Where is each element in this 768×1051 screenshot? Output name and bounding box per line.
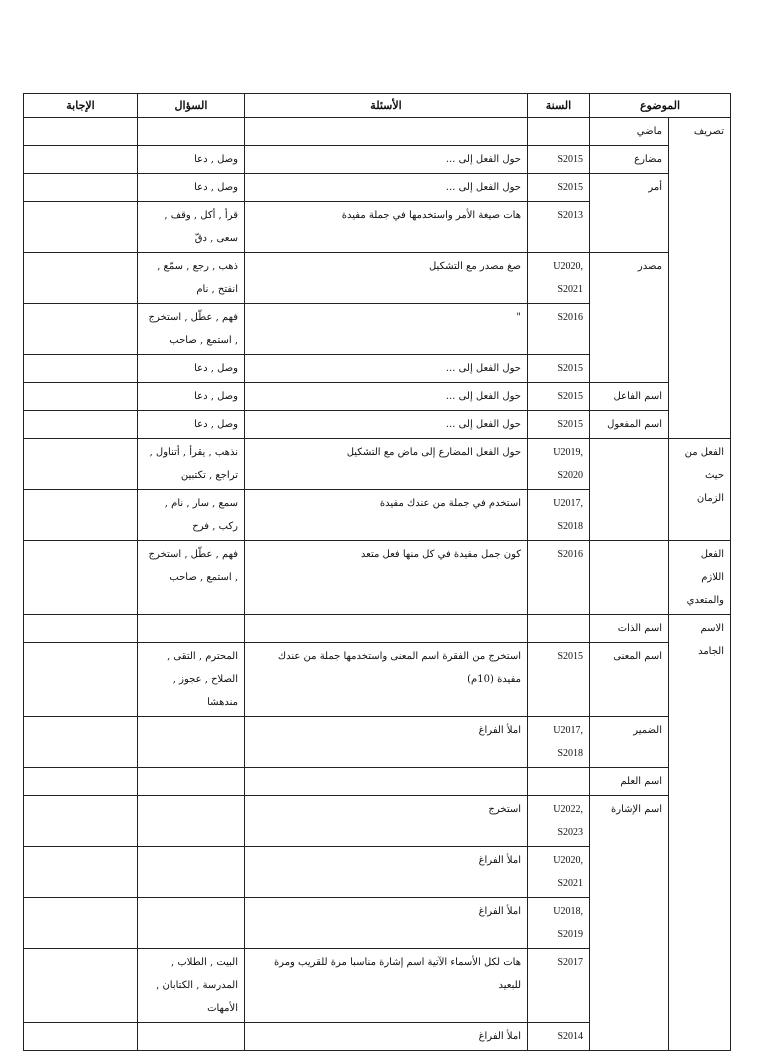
answer-cell [24, 146, 138, 174]
year-cell: S2015 [528, 411, 590, 439]
words-cell [138, 1023, 245, 1051]
year-cell: U2020, S2021 [528, 253, 590, 304]
question-cell: حول الفعل إلى ... [245, 411, 528, 439]
words-cell: فهم , عطّل , استخرج , استمع , صاحب [138, 304, 245, 355]
words-cell: سمع , سار , نام , ركب , فرح [138, 490, 245, 541]
year-cell: S2017 [528, 949, 590, 1023]
words-cell: قرأ , أكل , وقف , سعى , دقّ [138, 202, 245, 253]
year-cell: S2013 [528, 202, 590, 253]
answer-cell [24, 439, 138, 490]
year-cell: S2015 [528, 643, 590, 717]
table-row [24, 717, 731, 768]
question-cell: حول الفعل إلى ... [245, 383, 528, 411]
subtopic-madi: ماضي [590, 118, 669, 146]
answer-cell [24, 253, 138, 304]
words-cell [138, 898, 245, 949]
answer-cell [24, 304, 138, 355]
words-cell [138, 717, 245, 768]
question-cell: املأ الفراغ [245, 898, 528, 949]
year-cell: S2015 [528, 174, 590, 202]
answer-cell [24, 847, 138, 898]
year-cell: S2015 [528, 146, 590, 174]
subtopic-ism-alam: اسم العلم [590, 768, 669, 796]
answer-cell [24, 411, 138, 439]
answer-cell [24, 355, 138, 383]
words-cell [138, 118, 245, 146]
year-cell: U2022, S2023 [528, 796, 590, 847]
words-cell [138, 847, 245, 898]
question-cell: حول الفعل إلى ... [245, 174, 528, 202]
question-cell: استخدم في جملة من عندك مفيدة [245, 490, 528, 541]
table-row [24, 253, 731, 304]
year-cell: S2014 [528, 1023, 590, 1051]
subtopic-amr: أمر [590, 174, 669, 253]
question-cell: هات صيغة الأمر واستخدمها في جملة مفيدة [245, 202, 528, 253]
answer-cell [24, 796, 138, 847]
year-cell: U2019, S2020 [528, 439, 590, 490]
subtopic-damir: الضمير [590, 717, 669, 768]
table-row [24, 768, 731, 796]
answer-cell [24, 383, 138, 411]
table-row [24, 541, 731, 615]
header-topic: الموضوع [590, 94, 731, 118]
answer-cell [24, 202, 138, 253]
year-cell [528, 615, 590, 643]
subtopic-empty [590, 541, 669, 615]
words-cell: وصل , دعا [138, 383, 245, 411]
year-cell: S2016 [528, 304, 590, 355]
subtopic-ism-fail: اسم الفاعل [590, 383, 669, 411]
table-row [24, 146, 731, 174]
question-cell: املأ الفراغ [245, 847, 528, 898]
words-cell: البيت , الطلاب , المدرسة , الكتابان , الأمهات [138, 949, 245, 1023]
table-row [24, 439, 731, 490]
table-row [24, 118, 731, 146]
question-cell: استخرج [245, 796, 528, 847]
subtopic-ism-dhat: اسم الذات [590, 615, 669, 643]
subtopic-empty [590, 439, 669, 541]
year-cell: U2018, S2019 [528, 898, 590, 949]
questions-table [23, 93, 731, 1051]
words-cell: وصل , دعا [138, 174, 245, 202]
words-cell: وصل , دعا [138, 146, 245, 174]
header-year: السنة [528, 94, 590, 118]
topic-fil-lazim: الفعل اللازم والمتعدي [669, 541, 731, 615]
question-cell: حول الفعل إلى ... [245, 355, 528, 383]
words-cell [138, 796, 245, 847]
table-row [24, 411, 731, 439]
year-cell: U2017, S2018 [528, 717, 590, 768]
question-cell [245, 118, 528, 146]
topic-ism-jamid: الاسم الجامد [669, 615, 731, 1051]
words-cell: فهم , عطّل , استخرج , استمع , صاحب [138, 541, 245, 615]
answer-cell [24, 717, 138, 768]
question-cell: املأ الفراغ [245, 717, 528, 768]
question-cell: استخرج من الفقرة اسم المعنى واستخدمها جملة من عندك مفيدة (10م) [245, 643, 528, 717]
subtopic-mudari: مضارع [590, 146, 669, 174]
subtopic-masdar: مصدر [590, 253, 669, 383]
header-answer: الإجابة [24, 94, 138, 118]
question-cell: حول الفعل إلى ... [245, 146, 528, 174]
year-cell: U2017, S2018 [528, 490, 590, 541]
question-cell: صغ مصدر مع التشكيل [245, 253, 528, 304]
question-cell: حول الفعل المضارع إلى ماض مع التشكيل [245, 439, 528, 490]
question-cell: كون جمل مفيدة في كل منها فعل متعد [245, 541, 528, 615]
year-cell [528, 768, 590, 796]
header-row [24, 94, 731, 118]
question-cell: هات لكل الأسماء الآتية اسم إشارة مناسبا مرة للقريب ومرة للبعيد [245, 949, 528, 1023]
words-cell: ذهب , رجع , سمّع , انفتح , نام [138, 253, 245, 304]
year-cell: S2015 [528, 355, 590, 383]
topic-fil-zaman: الفعل من حيث الزمان [669, 439, 731, 541]
words-cell: وصل , دعا [138, 355, 245, 383]
words-cell: وصل , دعا [138, 411, 245, 439]
year-cell: S2015 [528, 383, 590, 411]
words-cell: نذهب , يقرأ , أتناول , تراجع , تكتبين [138, 439, 245, 490]
year-cell: U2020, S2021 [528, 847, 590, 898]
header-questions: الأسئلة [245, 94, 528, 118]
answer-cell [24, 174, 138, 202]
answer-cell [24, 615, 138, 643]
answer-cell [24, 118, 138, 146]
subtopic-ism-maful: اسم المفعول [590, 411, 669, 439]
table-row [24, 643, 731, 717]
table-row [24, 796, 731, 847]
answer-cell [24, 898, 138, 949]
subtopic-ism-ishara: اسم الإشارة [590, 796, 669, 1051]
question-cell [245, 615, 528, 643]
answer-cell [24, 768, 138, 796]
table-row [24, 615, 731, 643]
answer-cell [24, 643, 138, 717]
answer-cell [24, 490, 138, 541]
header-question: السؤال [138, 94, 245, 118]
question-cell [245, 768, 528, 796]
answer-cell [24, 1023, 138, 1051]
words-cell [138, 768, 245, 796]
question-cell: املأ الفراغ [245, 1023, 528, 1051]
question-cell: " [245, 304, 528, 355]
words-cell [138, 615, 245, 643]
words-cell: المحترم , التقى , الصلاح , عجوز , مندهشا [138, 643, 245, 717]
table-row [24, 174, 731, 202]
answer-cell [24, 949, 138, 1023]
topic-tasrif: تصريف [669, 118, 731, 439]
subtopic-ism-mana: اسم المعنى [590, 643, 669, 717]
year-cell: S2016 [528, 541, 590, 615]
answer-cell [24, 541, 138, 615]
table-row [24, 383, 731, 411]
year-cell [528, 118, 590, 146]
